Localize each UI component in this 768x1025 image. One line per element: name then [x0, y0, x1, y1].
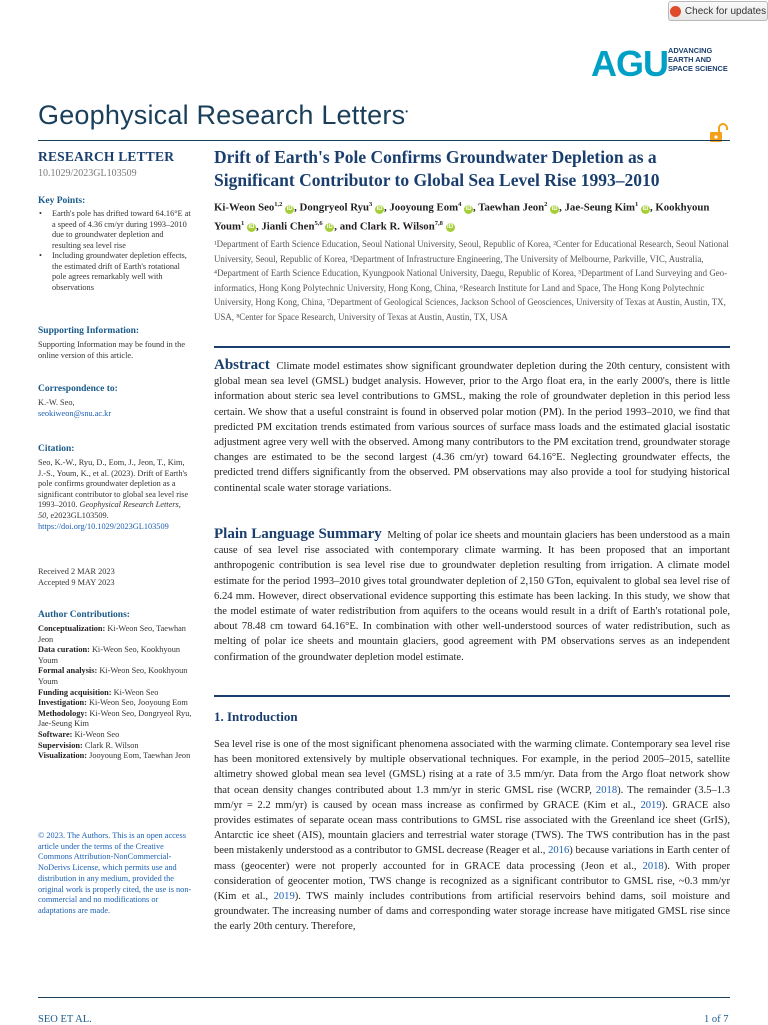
correspondence-heading: Correspondence to: — [38, 384, 118, 394]
contribution-item — [38, 698, 193, 709]
contribution-role: Conceptualization: — [38, 624, 106, 633]
correspondence-email-link[interactable]: seokiweon@snu.ac.kr — [38, 409, 112, 418]
author-affil: 7,8 — [434, 219, 443, 227]
orcid-icon[interactable]: iD — [248, 224, 255, 231]
section-rule — [214, 695, 730, 697]
intro-text: ). The remainder (3.5–1.3 mm/yr = 2.2 mm/yr) is caused by ocean mass increase as confirmed by GRACE (Kim et al., — [214, 784, 730, 811]
article-type-label: RESEARCH LETTER — [38, 149, 175, 164]
contribution-names: Ki-Weon Seo, Jooyoung Eom — [88, 698, 188, 708]
affiliations: ¹Department of Earth Science Education, Seoul National University, Seoul, Republic of Korea, ²Center for Educational Research, Seoul National University, Seoul, Republic of Korea, ³Department of Infrastructure Engineering, The University of Melbourne, Parkville, VIC, Australia, ⁴Department of Earth Science Education, Kyungpook National University, Daegu, Republic of Korea, ⁵Department of Land Surveying and Geo-informatics, Hong Kong Polytechnic University, Hong Kong, China, ⁶Research Institute for Land and Space, The Hong Kong Polytechnic University, Hong Kong, China, ⁷Department of Geological Sciences, Jackson School of Geosciences, University of Texas at Austin, Austin, TX, USA, ⁸Center for Space Research, University of Texas at Austin, Austin, TX, USA — [214, 239, 729, 322]
agu-tagline — [668, 46, 738, 73]
orcid-icon[interactable]: iD — [551, 205, 558, 212]
orcid-icon[interactable]: iD — [465, 205, 472, 212]
agu-logo: AGU — [591, 43, 668, 84]
key-points-list — [38, 209, 193, 293]
contribution-names: Ki-Weon Seo, Kookhyoun Youm — [38, 645, 180, 665]
header-rule — [38, 140, 730, 141]
author-affil: 5,6 — [314, 219, 323, 227]
check-for-updates-button[interactable] — [668, 1, 768, 21]
contribution-role: Formal analysis: — [38, 666, 98, 676]
author-contributions-heading: Author Contributions: — [38, 610, 130, 620]
contribution-item — [38, 688, 193, 699]
check-for-updates-label: Check for updates — [684, 5, 767, 17]
author-name[interactable]: Dongryeol Ryu — [299, 201, 370, 214]
contribution-item — [38, 741, 193, 752]
author-list: Ki-Weon Seo$^{1,2}$ iD , Dongryeol Ryu$^3$ iD , Jooyoung Eom$^4$ iD , Taewhan Jeon$^2$ iD , Jae-Seung Kim$^1$ iD , Kookhyoun Youm$^1$ iD , Jianli Chen$^{5,6}$ iD , and Clark R. Wilson$^{7,8}$ iD — [214, 201, 710, 233]
contribution-item — [38, 624, 193, 645]
journal-title-text: Geophysical Research Letters — [38, 100, 406, 130]
running-author: SEO ET AL. — [38, 1014, 92, 1025]
agu-tagline-line: ADVANCING — [668, 46, 713, 55]
contribution-role: Methodology: — [38, 708, 88, 718]
author-affil: 3 — [369, 201, 373, 208]
introduction-text — [214, 737, 730, 935]
contribution-role: Investigation: — [38, 698, 87, 708]
pls-heading: Plain Language Summary — [214, 526, 382, 542]
citation-heading: Citation: — [38, 444, 75, 454]
accepted-date: Accepted 9 MAY 2023 — [38, 578, 115, 587]
contribution-names: Ki-Weon Seo, Taewhan Jeon — [38, 624, 186, 644]
doi: 10.1029/2023GL103509 — [38, 168, 137, 179]
contribution-role: Visualization: — [38, 751, 88, 761]
abstract — [214, 358, 730, 496]
received-date: Received 2 MAR 2023 — [38, 567, 115, 576]
abstract-text: Climate model estimates show significant groundwater depletion during the 20th century, consistent with global mean sea level (GMSL) budget analysis. However, prior to the Argo float era, in the early 2000's, there is little information about steric sea level contributions to GMSL, making the role of groundwater depletion in this period less certain. We show that a useful constraint is found in observed polar motion (PM). In the period 1993–2010, we find that predicted PM excitation trends estimated from various sources of surface mass loads and the estimated glacial isostatic adjustment agree very well with the observed. Among many contributors to the PM excitation trend, groundwater storage changes are estimated to be the second largest (4.36 cm/yr) toward 64.16°E. Neglecting groundwater effects, the predicted trend differs significantly from the observed. PM observations may also provide a tool for studying historical continental scale water storage variations. — [214, 361, 730, 494]
plain-language-summary — [214, 527, 730, 665]
supporting-info-heading: Supporting Information: — [38, 326, 140, 336]
citation-text — [38, 458, 193, 532]
pls-text: Melting of polar ice sheets and mountain glaciers has been understood as a main cause of sea level rise associated with contemporary climate warming. It has been proposed that an important anthropogenic contribution is sea level rise due to groundwater depletion resulting from irrigation. A climate model estimate for the period 1993–2010 gives total groundwater depletion of 2,150 GTon, equivalent to global sea level rise of 6.24 mm. However, direct observational evidence supporting this estimate has been lacking. In this study, we show that the model estimate of water redistribution from aquifers to the oceans would result in a drift of Earth's rotational pole, about 78.48 cm toward 64.16°E. In combination with other well-understood sources of water redistribution, such as melting of polar ice sheets and mountain glaciers, good agreement with PM observations serves as an independent confirmation of the groundwater depletion model estimate. — [214, 530, 730, 663]
contribution-names: Ki-Weon Seo, Dongryeol Ryu, Jae-Seung Kim — [38, 708, 192, 729]
agu-tagline-line: EARTH AND — [668, 55, 712, 64]
abstract-heading: Abstract — [214, 357, 270, 373]
citation-year-link[interactable]: 2018 — [642, 860, 664, 872]
orcid-icon[interactable]: iD — [326, 224, 333, 231]
contribution-item — [38, 645, 193, 666]
contribution-names: Ki-Weon Seo — [113, 687, 159, 697]
contribution-role: Supervision: — [38, 740, 83, 750]
citation-doi-link[interactable]: https://doi.org/10.1029/2023GL103509 — [38, 521, 169, 531]
contribution-names: Ki-Weon Seo, Kookhyoun Youm — [38, 666, 188, 686]
orcid-icon[interactable]: iD — [447, 224, 454, 231]
orcid-icon[interactable]: iD — [376, 205, 383, 212]
key-points-heading: Key Points: — [38, 196, 86, 206]
contribution-role: Data curation: — [38, 645, 90, 655]
citation-year-link[interactable]: 2016 — [548, 845, 570, 857]
contribution-names: Ki-Weon Seo — [74, 729, 120, 739]
page-number: 1 of 7 — [704, 1014, 729, 1025]
orcid-icon[interactable]: iD — [286, 205, 293, 212]
footer-rule — [38, 997, 730, 998]
citation-year-link[interactable]: 2019 — [640, 799, 662, 811]
journal-title — [38, 100, 408, 131]
author-name[interactable]: Clark R. Wilson — [359, 220, 435, 233]
intro-text: ). With proper consideration of geocenter motion, TWS change is recognized as a significant contributor to GMSL rise, ~0.3 mm/yr (Kim et al., — [214, 860, 730, 903]
contribution-item — [38, 666, 193, 687]
contribution-names: Clark R. Wilson — [84, 740, 139, 750]
citation-year-link[interactable]: 2018 — [595, 784, 618, 796]
author-name[interactable]: Ki-Weon Seo — [214, 201, 275, 214]
author-affil: 1,2 — [274, 201, 283, 208]
license-text: © 2023. The Authors. This is an open access article under the terms of the Creative Commons Attribution-NonCommercial-NoDerivs License, which permits use and distribution in any medium, provided the original work is properly cited, the use is non-commercial and no modifications or adaptations are made. — [38, 831, 192, 915]
intro-text: ). GRACE also provides estimates of separate ocean mass contributions to GMSL rise associated with the Greenland ice sheet (GrIS), Antarctic ice sheet (AIS), mountain glaciers and terrestrial water storage (TWS). The TWS contribution has in the past been mistakenly understood as a contributor to GMSL decrease (Reager et al., — [214, 799, 731, 857]
citation-body: Seo, K.-W., Ryu, D., Eom, J., Jeon, T., Kim, J.-S., Youm, K., et al. (2023). Drift of Earth's pole confirms groundwater depletion as a significant contributor to global sea level rise 1993–2010. — [38, 458, 189, 510]
contribution-item — [38, 730, 193, 741]
author-affil: 2 — [544, 201, 548, 208]
intro-text: ) because variations in Earth center of mass (geocenter) were not properly accounted for in GRACE data processing (Jeon et al., — [214, 845, 730, 872]
contribution-names: Jooyoung Eom, Taewhan Jeon — [89, 751, 191, 761]
article-title: Drift of Earth's Pole Confirms Groundwater Depletion as a Significant Contributor to Global Sea Level Rise 1993–2010 — [214, 147, 660, 190]
correspondence-name: K.-W. Seo, — [38, 398, 75, 407]
key-point: • Earth's pole has drifted toward 64.16°E at a speed of 4.36 cm/yr during 1993–2010 due to groundwater depletion and resulting sea level rise — [38, 209, 193, 251]
journal-title-mark: • — [405, 107, 409, 116]
contribution-item — [38, 709, 193, 730]
author-contributions-list — [38, 624, 193, 762]
author-name[interactable]: Jae-Seung Kim — [564, 201, 636, 214]
section-rule — [214, 346, 730, 348]
contribution-role: Software: — [38, 729, 73, 739]
author-name[interactable]: Jooyoung Eom — [389, 201, 459, 214]
crossmark-icon — [670, 6, 681, 17]
introduction-heading: 1. Introduction — [214, 709, 298, 724]
author-affil: 1 — [635, 201, 639, 208]
citation-year-link[interactable]: 2019 — [273, 891, 295, 903]
supporting-info-text: Supporting Information may be found in the online version of this article. — [38, 340, 186, 360]
contribution-item — [38, 751, 193, 762]
contribution-role: Funding acquisition: — [38, 687, 112, 697]
key-point: • Including groundwater depletion effects, the estimated drift of Earth's rotational pole agrees remarkably well with observations — [38, 251, 193, 293]
citation-id: e2023GL103509. — [50, 510, 109, 520]
author-name[interactable]: Jianli Chen — [261, 220, 315, 233]
intro-text: Sea level rise is one of the most significant phenomena associated with the warming climate. Contemporary sea level rise has been monitored extensively by multiple observational techniques. For example, in the period 2005–2015, satellite altimetry showed global mean sea level (GMSL) rising at a rate of 3.5 mm/yr. Data from the Argo float network show that ocean density changes contributed about 1.3 mm/yr in steric GMSL rise (WCRP, — [214, 739, 730, 796]
agu-tagline-line: SPACE SCIENCE — [668, 64, 728, 73]
author-affil: 1 — [241, 219, 245, 227]
intro-text: ). TWS mainly includes contributions from artificial reservoirs behind dams, soil moisture and groundwater. The increasing number of dams and corresponding water storage increase have mitigated GMSL rise since the early 20th century. Therefore, — [214, 891, 730, 933]
author-affil: 4 — [458, 201, 462, 208]
citation-journal: Geophysical Research Letters, 50, — [38, 500, 181, 520]
orcid-icon[interactable]: iD — [642, 205, 649, 212]
author-name[interactable]: Taewhan Jeon — [478, 201, 545, 214]
author-name[interactable]: Kookhyoun Youm — [214, 201, 710, 233]
